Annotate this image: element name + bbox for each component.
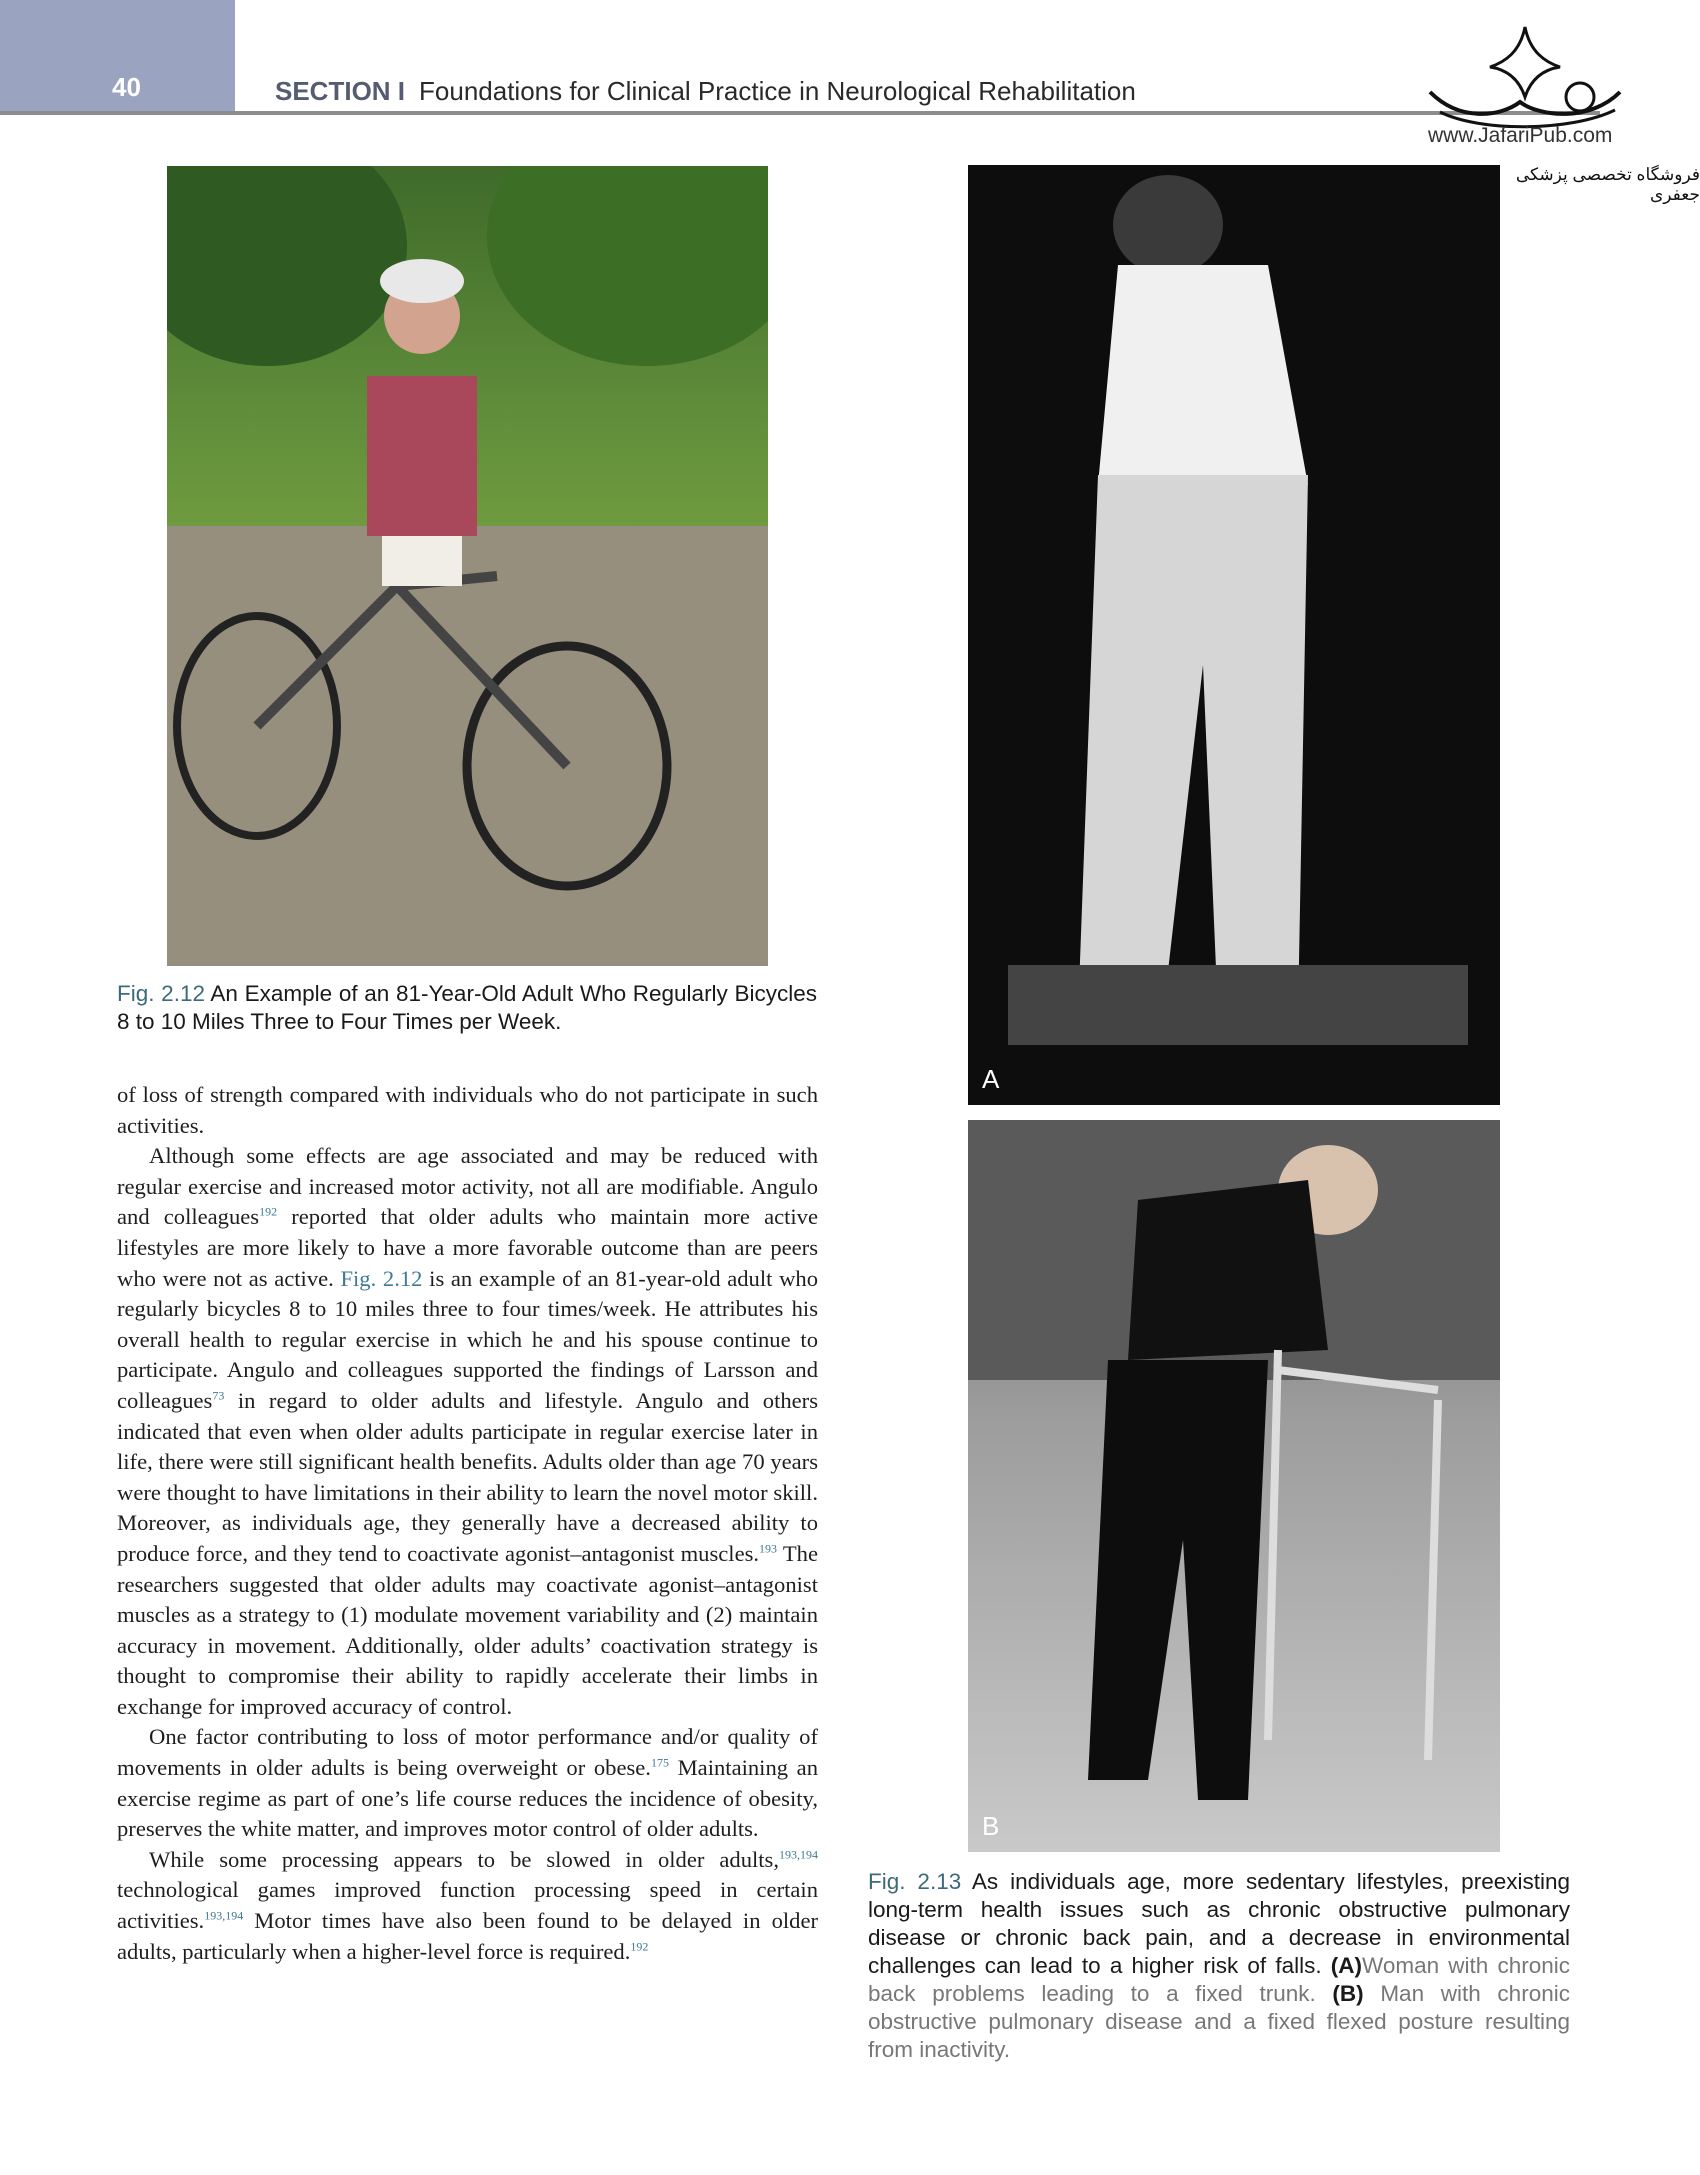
citation[interactable]: 175 [650, 1755, 669, 1770]
paragraph: While some processing appears to be slowed in older adults,$^{193,194}$ technological games improved function processing speed in certain activities.$^{193,194}$ Motor times have also been found to be delayed in older adults, particularly when a higher-level force is required.$^{192}$ [117, 1846, 818, 1964]
fig-2-13b-photo-man-walker [968, 1120, 1500, 1852]
fig-2-13-caption [868, 1868, 1570, 2064]
section-label: SECTION I [275, 76, 406, 106]
panel-b-text: Man with chronic obstructive pulmonary disease and a fixed flexed posture resulting from inactivity. [868, 1981, 1570, 2062]
body-text [117, 1080, 818, 1967]
paragraph: One factor contributing to loss of motor performance and/or quality of movements in older adults is being overweight or obese.$^{175}$ Maintaining an exercise regime as part of one’s life course reduces the incidence of obesity, preserves the white matter, and improves motor control of older adults. [117, 1724, 818, 1842]
citation[interactable]: 193,194 [204, 1908, 244, 1923]
fig-2-13a-photo-woman [968, 165, 1500, 1105]
running-header [275, 76, 1136, 107]
panel-b-label: B [982, 1811, 1000, 1841]
panel-a-text: Woman with chronic back problems leading to a fixed trunk. [868, 1953, 1570, 2006]
header-rule [0, 111, 1600, 115]
citation[interactable]: 193,194 [779, 1847, 818, 1862]
panel-a-ref: (A) [1330, 1953, 1362, 1978]
fig-2-13-label: Fig. 2.13 [868, 1869, 962, 1894]
page-number: 40 [112, 72, 141, 102]
publisher-tagline: فروشگاه تخصصی پزشکی جعفری [1515, 165, 1700, 204]
panel-b-ref: (B) [1332, 1981, 1364, 2006]
fig-2-13-caption-main: As individuals age, more sedentary lifestyles, preexisting long-term health issues such as chronic obstructive pulmonary disease or chronic back pain, and a decrease in environmental challenges can lead to a higher risk of falls. [868, 1869, 1570, 1978]
header-title: Foundations for Clinical Practice in Neurological Rehabilitation [419, 76, 1136, 106]
fig-2-12-photo-cyclist [167, 166, 768, 966]
paragraph: Although some effects are age associated and may be reduced with regular exercise and increased motor activity, not all are modifiable. Angulo and colleagues$^{192}$ reported that older adults who maintain more active lifestyles are more likely to have a more favorable outcome than are peers who were not as active. Fig. 2.12 is an example of an 81-year-old adult who regularly bicycles 8 to 10 miles three to four times/week. He attributes his overall health to regular exercise in which he and his spouse continue to participate. Angulo and colleagues supported the findings of Larsson and colleagues$^{73}$ in regard to older adults and lifestyle. Angulo and others indicated that even when older adults participate in regular exercise later in life, there were still significant health benefits. Adults older than age 70 years were thought to have limitations in their ability to learn the novel motor skill. Moreover, as individuals age, they generally have a decreased ability to produce force, and they tend to coactivate agonist–antagonist muscles.$^{193}$ The researchers suggested that older adults may coactivate agonist–antagonist muscles as a strategy to (1) modulate movement variability and (2) maintain accuracy in movement. Additionally, older adults’ coactivation strategy is thought to compromise their ability to rapidly accelerate their limbs in exchange for improved accuracy of control. [117, 1143, 818, 1719]
panel-a-label: A [982, 1064, 1000, 1094]
paragraph: of loss of strength compared with individuals who do not participate in such activities. [117, 1082, 818, 1138]
fig-2-12-caption-text: An Example of an 81-Year-Old Adult Who Regularly Bicycles 8 to 10 Miles Three to Four Times per Week. [117, 981, 817, 1034]
fig-2-12-link[interactable]: Fig. 2.12 [340, 1265, 423, 1291]
fig-2-12-caption [117, 980, 817, 1036]
publisher-url: www.JafariPub.com [1428, 124, 1613, 147]
citation[interactable]: 192 [259, 1204, 278, 1219]
citation[interactable]: 73 [212, 1388, 225, 1403]
citation[interactable]: 193 [759, 1541, 778, 1556]
citation[interactable]: 192 [630, 1939, 649, 1954]
fig-2-12-label: Fig. 2.12 [117, 981, 205, 1006]
